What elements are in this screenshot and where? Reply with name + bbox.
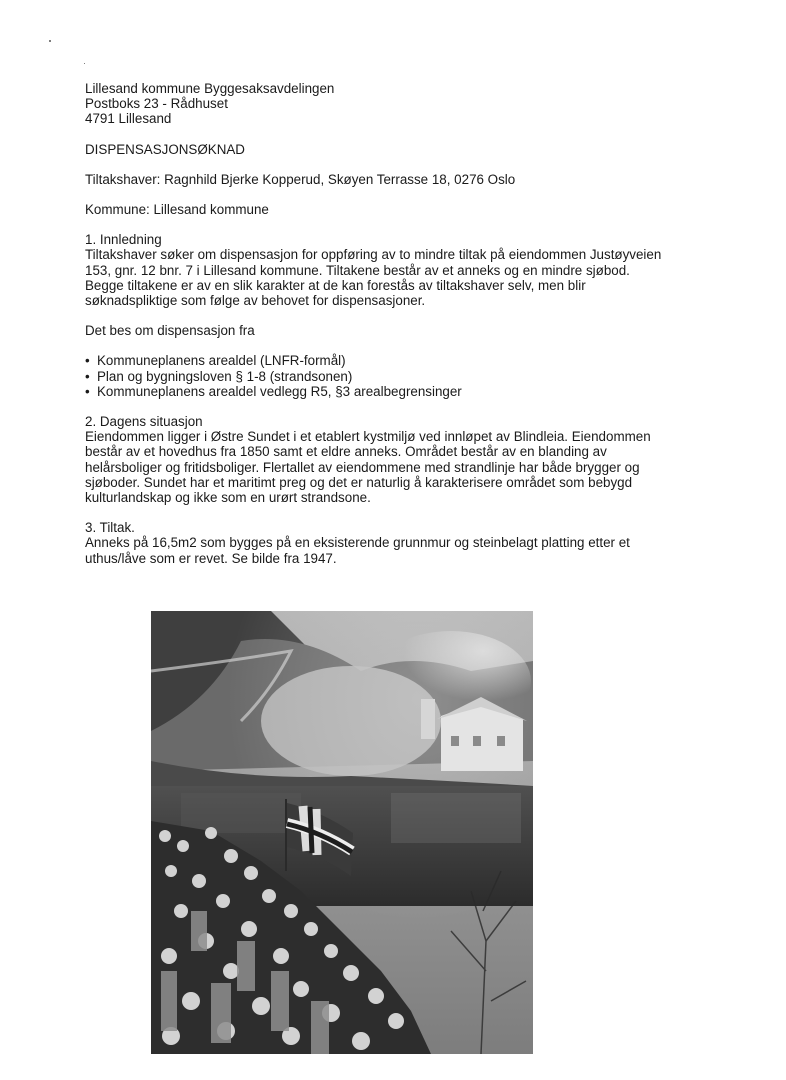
section-current-situation xyxy=(85,414,725,505)
section-heading: 2. Dagens situasjon xyxy=(85,414,203,430)
paragraph-line: består av et hovedhus fra 1850 samt et eldre anneks. Området består av en blanding av xyxy=(85,444,607,460)
address-line: Postboks 23 - Rådhuset xyxy=(85,96,228,112)
document-title: DISPENSASJONSØKNAD xyxy=(85,141,245,157)
applicant-line: Tiltakshaver: Ragnhild Bjerke Kopperud, Skøyen Terrasse 18, 0276 Oslo xyxy=(85,171,516,187)
paragraph-line: 153, gnr. 12 bnr. 7 i Lillesand kommune. Tiltakene består av et anneks og en mindre sjøbod. xyxy=(85,262,630,278)
paragraph-line: kulturlandskap og ikke som en urørt strandsone. xyxy=(85,490,371,506)
list-item xyxy=(85,384,725,399)
list-item-text: Plan og bygningsloven § 1-8 (strandsonen) xyxy=(97,368,353,384)
paragraph-line: uthus/låve som er revet. Se bilde fra 1947. xyxy=(85,550,337,566)
bullet-icon: • xyxy=(85,383,90,399)
section-heading: 3. Tiltak. xyxy=(85,520,135,536)
paragraph-line: Begge tiltakene er av en slik karakter at de kan forestås av tiltakshaver selv, men blir xyxy=(85,277,586,293)
list-item xyxy=(85,369,725,384)
paragraph-line: søknadspliktige som følge av behovet for dispensasjoner. xyxy=(85,293,426,309)
section-introduction xyxy=(85,232,725,308)
address-line: 4791 Lillesand xyxy=(85,111,172,127)
bullet-icon: • xyxy=(85,353,90,369)
paragraph-line: helårsboliger og fritidsboliger. Flertallet av eiendommene med strandlinje har både brygger og xyxy=(85,459,640,475)
boathouse xyxy=(421,699,435,739)
photo-illustration xyxy=(151,611,533,1054)
scan-speck xyxy=(49,40,51,42)
dispensation-list xyxy=(85,353,725,399)
list-item-text: Kommuneplanens arealdel vedlegg R5, §3 arealbegrensinger xyxy=(97,383,462,399)
list-item-text: Kommuneplanens arealdel (LNFR-formål) xyxy=(97,353,346,369)
recipient-address xyxy=(85,81,725,127)
paragraph-line: Eiendommen ligger i Østre Sundet i et etablert kystmiljø ved innløpet av Blindleia. Eiendommen xyxy=(85,429,651,445)
paragraph-line: sjøboder. Sundet har et maritimt preg og det er naturlig å karakterisere området som bebygd xyxy=(85,474,633,490)
municipality-line: Kommune: Lillesand kommune xyxy=(85,202,269,218)
historic-photo xyxy=(151,611,533,1054)
list-item xyxy=(85,353,725,368)
section-measures xyxy=(85,520,725,566)
paragraph-line: Tiltakshaver søker om dispensasjon for oppføring av to mindre tiltak på eiendommen Justøyveien xyxy=(85,247,662,263)
address-line: Lillesand kommune Byggesaksavdelingen xyxy=(85,81,335,96)
scan-speck xyxy=(84,63,85,64)
letter-body xyxy=(85,81,725,566)
bullet-icon: • xyxy=(85,368,90,384)
paragraph-line: Anneks på 16,5m2 som bygges på en eksisterende grunnmur og steinbelagt platting etter et xyxy=(85,535,630,551)
section-heading: 1. Innledning xyxy=(85,232,162,248)
dispensation-intro: Det bes om dispensasjon fra xyxy=(85,323,255,339)
